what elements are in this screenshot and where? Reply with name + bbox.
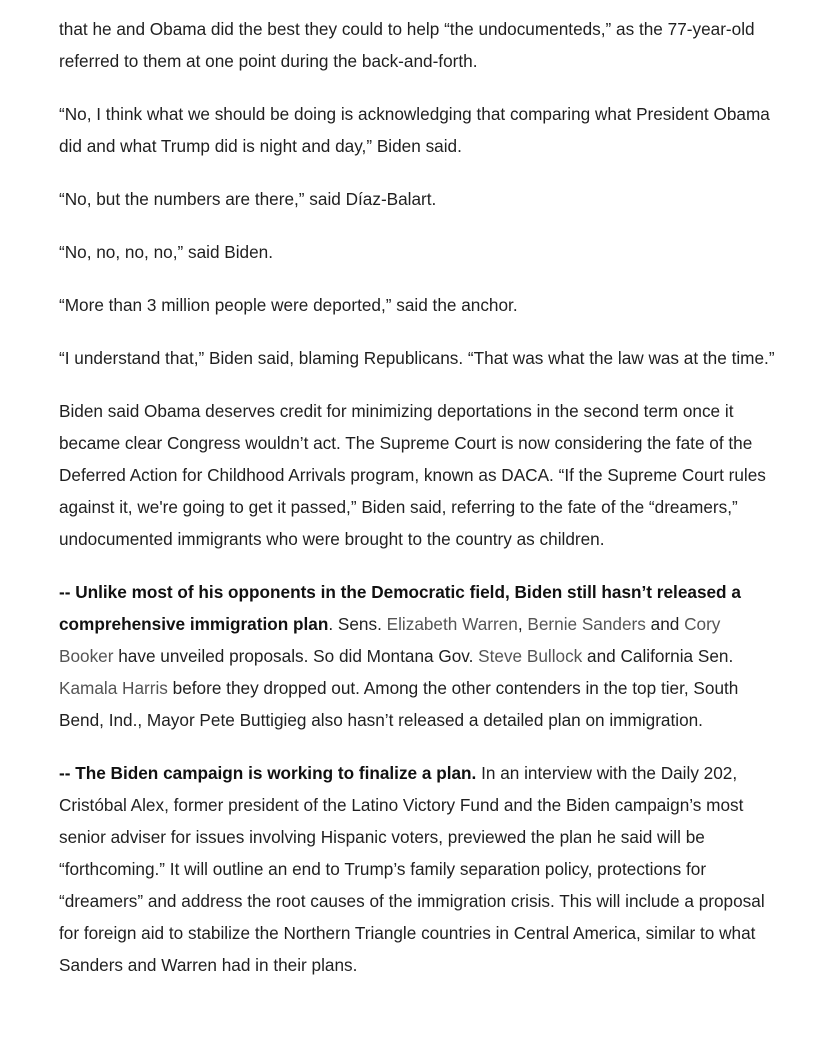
link-steve-bullock[interactable]: Steve Bullock <box>478 646 583 666</box>
paragraph-9-lead: -- The Biden campaign is working to finalize a plan. <box>59 763 477 783</box>
link-elizabeth-warren[interactable]: Elizabeth Warren <box>386 614 518 634</box>
link-kamala-harris[interactable]: Kamala Harris <box>59 678 168 698</box>
article-body <box>59 13 775 1002</box>
paragraph-8 <box>59 576 775 736</box>
paragraph-1: that he and Obama did the best they could to help “the undocumenteds,” as the 77-year-old referred to them at one point during the back-and-forth. <box>59 19 755 71</box>
paragraph-6: “I understand that,” Biden said, blaming Republicans. “That was what the law was at the time.” <box>59 348 775 368</box>
link-cory-booker[interactable]: Cory Booker <box>59 614 721 666</box>
paragraph-8-text-2: , <box>517 614 528 634</box>
paragraph-8-text-4: have unveiled proposals. So did Montana Gov. <box>113 646 479 666</box>
link-bernie-sanders[interactable]: Bernie Sanders <box>527 614 646 634</box>
paragraph-8-text-6: before they dropped out. Among the other contenders in the top tier, South Bend, Ind., Mayor Pete Buttigieg also hasn’t released a detailed plan on immigration. <box>59 678 739 730</box>
paragraph-9-body: In an interview with the Daily 202, Cristóbal Alex, former president of the Latino Victory Fund and the Biden campaign’s most senior adviser for issues involving Hispanic voters, previewed the plan he said will be “forthcoming.” It will outline an end to Trump’s family separation policy, protections for “dreamers” and address the root causes of the immigration crisis. This will include a proposal for foreign aid to stabilize the Northern Triangle countries in Central America, similar to what Sanders and Warren had in their plans. <box>59 763 765 975</box>
paragraph-8-text-5: and California Sen. <box>582 646 734 666</box>
paragraph-7: Biden said Obama deserves credit for minimizing deportations in the second term once it became clear Congress wouldn’t act. The Supreme Court is now considering the fate of the Deferred Action for Childhood Arrivals program, known as DACA. “If the Supreme Court rules against it, we're going to get it passed,” Biden said, referring to the fate of the “dreamers,” undocumented immigrants who were brought to the country as children. <box>59 401 766 549</box>
paragraph-2: “No, I think what we should be doing is acknowledging that comparing what President Obama did and what Trump did is night and day,” Biden said. <box>59 104 770 156</box>
paragraph-4: “No, no, no, no,” said Biden. <box>59 242 274 262</box>
paragraph-8-text-3: and <box>645 614 685 634</box>
paragraph-5: “More than 3 million people were deported,” said the anchor. <box>59 295 518 315</box>
paragraph-3: “No, but the numbers are there,” said Díaz-Balart. <box>59 189 437 209</box>
paragraph-9 <box>59 757 775 981</box>
paragraph-8-text-1: . Sens. <box>328 614 387 634</box>
paragraph-8-lead: -- Unlike most of his opponents in the Democratic field, Biden still hasn’t released a comprehensive immigration plan <box>59 582 741 634</box>
